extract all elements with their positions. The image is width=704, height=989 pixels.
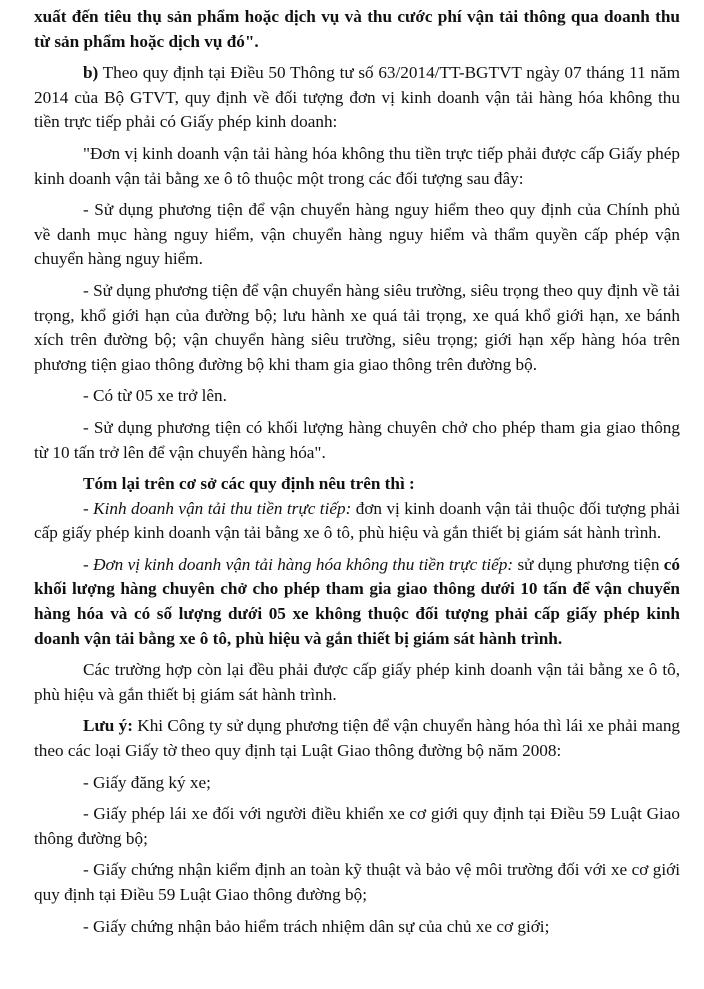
summary-item-direct-fee-text: đơn vị kinh doanh vận tải thuộc đối tượng phải cấp giấy phép kinh doanh vận tải bằng xe ô tô, phù hiệu và gắn thiết bị giám sát hành trình. — [34, 498, 680, 543]
note-paragraph — [34, 714, 680, 763]
summary-item-no-direct-fee-text: sử dụng phương tiện — [513, 554, 664, 574]
list-item-dangerous-goods: - Sử dụng phương tiện để vận chuyển hàng nguy hiểm theo quy định của Chính phủ về danh mục hàng nguy hiểm, vận chuyển hàng nguy hiểm và thẩm quyền cấp phép vận chuyển hàng nguy hiểm. — [34, 200, 680, 269]
list-item-five-vehicles: - Có từ 05 xe trở lên. — [83, 386, 227, 406]
paragraph-b-label: b) — [83, 63, 99, 83]
summary-item-no-direct-fee-bold: có khối lượng hàng chuyên chở cho phép tham gia giao thông dưới 10 tấn để vận chuyển hàng hóa và có số lượng dưới 05 xe không thuộc đối tượng phải cấp giấy phép kinh doanh vận tải bằng xe ô tô, phù hiệu và gắn thiết bị giám sát hành trình. — [34, 554, 680, 648]
document-item-insurance-certificate: - Giấy chứng nhận bảo hiểm trách nhiệm dân sự của chủ xe cơ giới; — [83, 916, 550, 936]
note-text: Khi Công ty sử dụng phương tiện để vận chuyển hàng hóa thì lái xe phải mang theo các loại Giấy tờ theo quy định tại Luật Giao thông đường bộ năm 2008: — [34, 716, 681, 761]
summary-item-no-direct-fee-title: - Đơn vị kinh doanh vận tải hàng hóa không thu tiền trực tiếp: — [83, 554, 514, 574]
document-item-registration: - Giấy đăng ký xe; — [83, 772, 211, 792]
summary-item-no-direct-fee — [34, 553, 680, 651]
paragraph-b-text: Theo quy định tại Điều 50 Thông tư số 63/2014/TT-BGTVT ngày 07 tháng 11 năm 2014 của Bộ GTVT, quy định về đối tượng đơn vị kinh doanh vận tải hàng hóa không thu tiền trực tiếp phải có Giấy phép kinh doanh: — [34, 63, 680, 132]
document-item-inspection-certificate: - Giấy chứng nhận kiểm định an toàn kỹ thuật và bảo vệ môi trường đối với xe cơ giới quy định tại Điều 59 Luật Giao thông đường bộ; — [34, 860, 680, 904]
summary-item-direct-fee-title: - Kinh doanh vận tải thu tiền trực tiếp: — [83, 498, 352, 518]
intro-paragraph: xuất đến tiêu thụ sản phẩm hoặc dịch vụ và thu cước phí vận tải thông qua doanh thu từ sản phẩm hoặc dịch vụ đó". — [34, 7, 680, 51]
remaining-cases-paragraph: Các trường hợp còn lại đều phải được cấp giấy phép kinh doanh vận tải bằng xe ô tô, phù hiệu và gắn thiết bị giám sát hành trình. — [34, 660, 680, 704]
list-item-ten-tonnes: - Sử dụng phương tiện có khối lượng hàng chuyên chở cho phép tham gia giao thông từ 10 tấn trở lên để vận chuyển hàng hóa". — [34, 417, 680, 462]
summary-item-direct-fee — [34, 497, 680, 546]
paragraph-b — [34, 61, 680, 135]
document-item-driving-license: - Giấy phép lái xe đối với người điều khiển xe cơ giới quy định tại Điều 59 Luật Giao thông đường bộ; — [34, 804, 680, 848]
summary-heading: Tóm lại trên cơ sở các quy định nêu trên thì : — [83, 474, 415, 494]
note-label: Lưu ý: — [83, 716, 133, 736]
quote-paragraph: "Đơn vị kinh doanh vận tải hàng hóa không thu tiền trực tiếp phải được cấp Giấy phép kinh doanh vận tải bằng xe ô tô thuộc một trong các đối tượng sau đây: — [34, 143, 680, 188]
list-item-oversized-goods: - Sử dụng phương tiện để vận chuyển hàng siêu trường, siêu trọng theo quy định về tải trọng, khổ giới hạn của đường bộ; lưu hành xe quá tải trọng, xe quá khổ giới hạn, xe bánh xích trên đường bộ; vận chuyển hàng siêu trường, siêu trọng; giới hạn xếp hàng hóa trên phương tiện giao thông đường bộ khi tham gia giao thông trên đường bộ. — [34, 280, 680, 374]
